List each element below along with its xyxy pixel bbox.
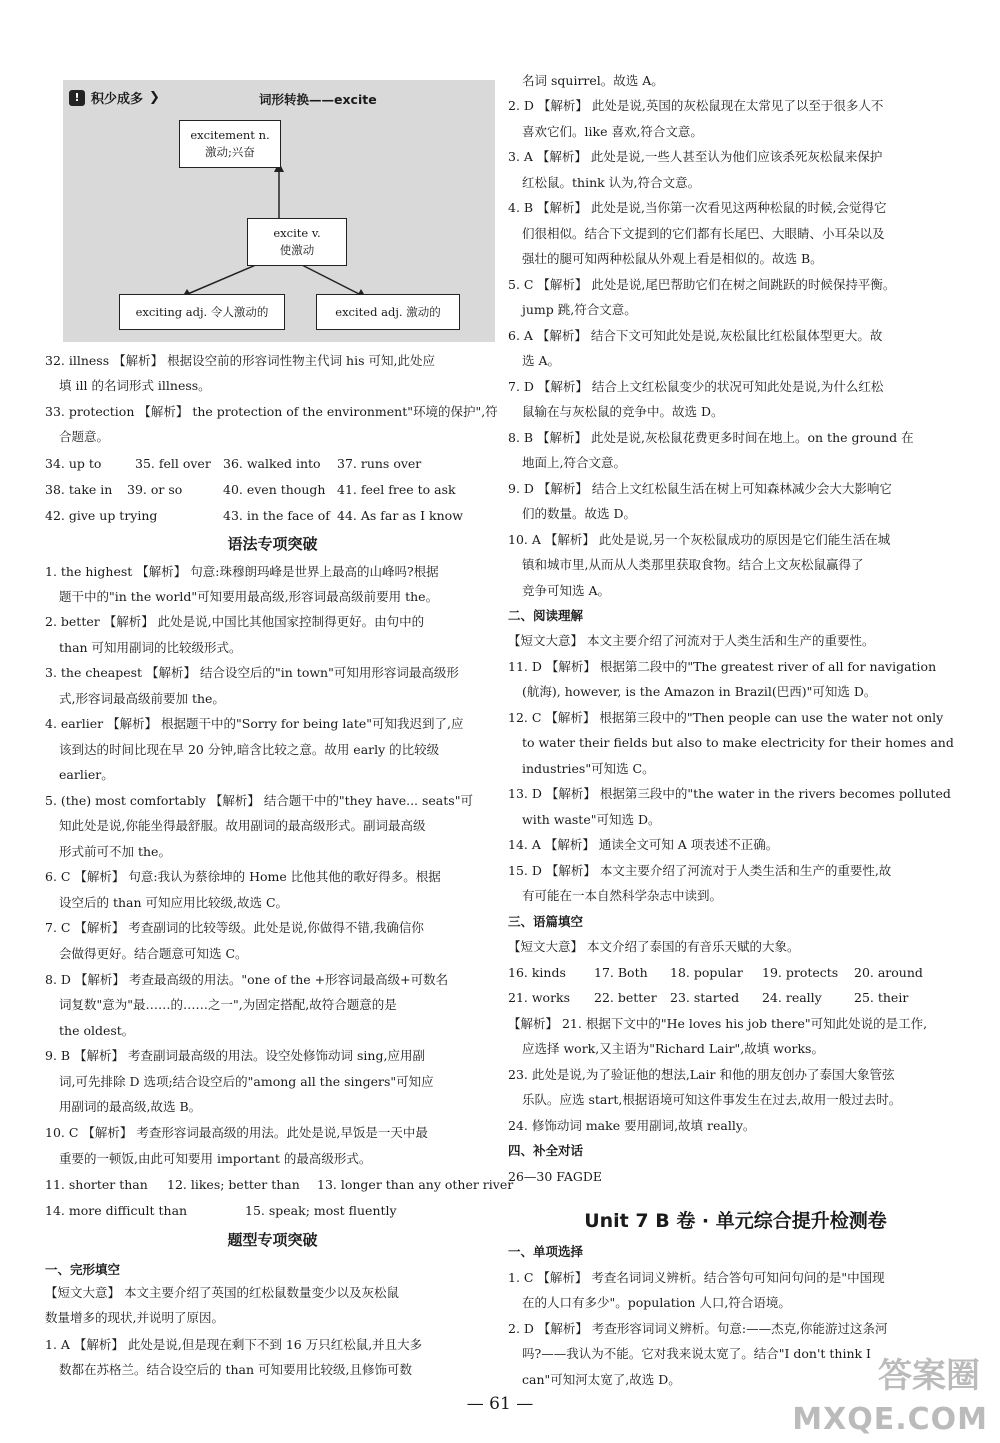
cloze-5-line2: jump 跳,符合文意。 [522,302,637,317]
answer-item: 23. started [670,990,740,1005]
unit-choice-1-line1: 1. C 【解析】 考查名词词义辨析。结合答句可知问句问的是"中国现 [508,1270,885,1285]
grammar-2-line2: than 可知用副词的比较级形式。 [59,640,242,655]
node-excited-text: excited adj. 激动的 [335,304,441,319]
grammar-9-line3: 用副词的最高级,故选 B。 [59,1099,202,1114]
cloze-6-line2: 选 A。 [522,353,561,368]
answer-item: 15. speak; most fluently [245,1203,397,1218]
cloze-2-line1: 2. D 【解析】 此处是说,英国的灰松鼠现在太常见了以至于很多人不 [508,98,884,113]
unit-choice-2-line3: can"可知河太宽了,故选 D。 [522,1372,681,1387]
answer-item: 34. up to [45,456,102,471]
grammar-2-line1: 2. better 【解析】 此处是说,中国比其他国家控制得更好。由句中的 [45,614,425,629]
grammar-3-line2: 式,形容词最高级前要加 the。 [59,691,225,706]
grammar-6-line2: 设空后的 than 可知应用比较级,故选 C。 [59,895,289,910]
cloze-2-line2: 喜欢它们。like 喜欢,符合文意。 [522,124,703,139]
word-form-box [63,80,495,342]
watermark-url: MXQE.COM [792,1402,988,1437]
grammar-8-line3: the oldest。 [59,1023,135,1038]
answer-item: 39. or so [127,482,183,497]
section-grammar-title: 语法专项突破 [227,535,318,553]
reading-13-line2: with waste"可知选 D。 [522,812,661,827]
chevron-right-icon: ❯ [149,90,160,105]
cloze-1-line1: 1. A 【解析】 此处是说,但是现在剩下不到 16 万只红松鼠,并且大多 [45,1337,423,1352]
cloze-heading: 一、完形填空 [45,1262,121,1277]
reading-heading: 二、阅读理解 [508,608,584,623]
answer-item: 36. walked into [223,456,321,471]
cloze-1-line3: 名词 squirrel。故选 A。 [522,73,664,88]
cloze-8-line2: 地面上,符合文意。 [522,455,626,470]
answer-item: 25. their [854,990,909,1005]
answer-item: 40. even though [223,482,326,497]
reading-13-line1: 13. D 【解析】 根据第三段中的"the water in the rivers becomes polluted [508,786,951,801]
single-choice-heading: 一、单项选择 [508,1244,584,1259]
node-excite [247,218,347,266]
unit-choice-2-line1: 2. D 【解析】 考查形容词词义辨析。句意:——杰克,你能游过这条河 [508,1321,888,1336]
cloze-3-line1: 3. A 【解析】 此处是说,一些人甚至认为他们应该杀死灰松鼠来保护 [508,149,883,164]
answer-item: 38. take in [45,482,113,497]
node-excite-meaning: 使激动 [279,243,315,257]
cloze-6-line1: 6. A 【解析】 结合下文可知此处是说,灰松鼠比红松鼠体型更大。故 [508,328,883,343]
answer-item: 17. Both [594,965,648,980]
page-number: — 61 — [466,1394,534,1414]
banner-label: 积少成多 [91,92,144,107]
watermark-logo: 答案圈 [878,1356,980,1396]
answer-item: 19. protects [762,965,839,980]
answer-33-line1: 33. protection 【解析】 the protection of the environment"环境的保护",符 [45,404,498,419]
cloze-9-line2: 们的数量。故选 D。 [522,506,636,521]
answer-item: 21. works [508,990,571,1005]
answer-item: 44. As far as I know [337,508,463,523]
reading-11-line1: 11. D 【解析】 根据第二段中的"The greatest river of all for navigation [508,659,937,674]
node-exciting-text: exciting adj. 令人激动的 [135,304,269,319]
grammar-9-line1: 9. B 【解析】 考查副词最高级的用法。设空处修饰动词 sing,应用副 [45,1048,425,1063]
grammar-8-line2: 词复数"意为"最……的……之一",为固定搭配,故符合题意的是 [59,997,397,1012]
answer-item: 16. kinds [508,965,566,980]
cloze-1-line2: 数都在苏格兰。结合设空后的 than 可知要用比较级,且修饰可数 [59,1362,412,1377]
node-excitement-word: excitement n. [190,128,270,142]
text-fill-23-line1: 23. 此处是说,为了验证他的想法,Lair 和他的朋友创办了泰国大象管弦 [508,1067,895,1082]
text-fill-23-line2: 乐队。应选 start,根据语境可知这件事发生在过去,故用一般过去时。 [522,1092,902,1107]
reading-12-line3: industries"可知选 C。 [522,761,655,776]
answer-item: 13. longer than any other river [317,1177,514,1192]
answer-item: 20. around [854,965,923,980]
answer-item: 41. feel free to ask [337,482,456,497]
text-fill-summary: 【短文大意】 本文介绍了泰国的有音乐天赋的大象。 [508,939,800,954]
grammar-8-line1: 8. D 【解析】 考查最高级的用法。"one of the +形容词最高级+可数名 [45,972,449,987]
grammar-7-line1: 7. C 【解析】 考查副词的比较等级。此处是说,你做得不错,我确信你 [45,920,424,935]
text-fill-24: 24. 修饰动词 make 要用副词,故填 really。 [508,1118,756,1133]
grammar-7-line2: 会做得更好。结合题意可知选 C。 [59,946,248,961]
grammar-1-line2: 题干中的"in the world"可知要用最高级,形容词最高级前要用 the。 [59,589,439,604]
cloze-10-line2: 镇和城市里,从而从人类那里获取食物。结合上文灰松鼠赢得了 [522,557,864,572]
node-excitement [179,120,281,168]
box-title: 词形转换——excite [259,92,377,107]
grammar-4-line3: earlier。 [59,767,114,782]
answer-item: 14. more difficult than [45,1203,188,1218]
cloze-5-line1: 5. C 【解析】 此处是说,尾巴帮助它们在树之间跳跃的时候保持平衡。 [508,277,896,292]
reading-14: 14. A 【解析】 通读全文可知 A 项表述不正确。 [508,837,779,852]
dialogue-heading: 四、补全对话 [508,1143,584,1158]
answer-32-line1: 32. illness 【解析】 根据设空前的形容词性物主代词 his 可知,此处应 [45,353,435,368]
answer-item: 12. likes; better than [167,1177,300,1192]
reading-15-line2: 有可能在一本自然科学杂志中读到。 [522,888,723,903]
grammar-6-line1: 6. C 【解析】 句意:我认为蔡徐坤的 Home 比他其他的歌好得多。根据 [45,869,441,884]
grammar-9-line2: 词,可先排除 D 选项;结合设空后的"among all the singers"可知应 [59,1074,434,1089]
node-exciting [119,294,285,330]
answer-item: 35. fell over [135,456,211,471]
text-fill-heading: 三、语篇填空 [508,914,584,929]
cloze-9-line1: 9. D 【解析】 结合上文红松鼠生活在树上可知森林减少会大大影响它 [508,481,892,496]
answer-item: 18. popular [670,965,743,980]
section-question-types-title: 题型专项突破 [227,1231,318,1249]
unit-title: Unit 7 B 卷 · 单元综合提升检测卷 [584,1210,887,1232]
grammar-3-line1: 3. the cheapest 【解析】 结合设空后的"in town"可知用形容词最高级形 [45,665,459,680]
cloze-summary-line1: 【短文大意】 本文主要介绍了英国的红松鼠数量变少以及灰松鼠 [45,1285,399,1300]
answer-item: 11. shorter than [45,1177,148,1192]
grammar-1-line1: 1. the highest 【解析】 句意:珠穆朗玛峰是世界上最高的山峰吗?根据 [45,564,439,579]
grammar-5-line1: 5. (the) most comfortably 【解析】 结合题干中的"they have... seats"可 [45,793,473,808]
reading-12-line2: to water their fields but also to make electricity for their homes and [522,735,954,750]
cloze-4-line2: 们很相似。结合下文提到的它们都有长尾巴、大眼睛、小耳朵以及 [522,226,885,241]
answer-item: 42. give up trying [45,508,158,523]
grammar-5-line2: 知此处是说,你能坐得最舒服。故用副词的最高级形式。副词最高级 [59,818,426,833]
grammar-4-line1: 4. earlier 【解析】 根据题干中的"Sorry for being late"可知我迟到了,应 [45,716,464,731]
text-fill-21-line2: 应选择 work,又主语为"Richard Lair",故填 works。 [522,1041,824,1056]
cloze-3-line2: 红松鼠。think 认为,符合文意。 [522,175,701,190]
answer-item: 37. runs over [337,456,422,471]
node-excited [316,294,460,330]
cloze-7-line2: 鼠输在与灰松鼠的竞争中。故选 D。 [522,404,724,419]
cloze-10-line3: 竞争可知选 A。 [522,583,611,598]
unit-choice-1-line2: 在的人口有多少"。population 人口,符合语境。 [522,1295,791,1310]
cloze-8-line1: 8. B 【解析】 此处是说,灰松鼠花费更多时间在地上。on the ground 在 [508,430,914,445]
cloze-4-line3: 强壮的腿可知两种松鼠从外观上看是相似的。故选 B。 [522,251,823,266]
cloze-summary-line2: 数量增多的现状,并说明了原因。 [45,1310,224,1325]
node-excitement-meaning: 激动;兴奋 [205,145,255,159]
grammar-10-line1: 10. C 【解析】 考查形容词最高级的用法。此处是说,早饭是一天中最 [45,1125,428,1140]
reading-12-line1: 12. C 【解析】 根据第三段中的"Then people can use the water not only [508,710,944,725]
cloze-4-line1: 4. B 【解析】 此处是说,当你第一次看见这两种松鼠的时候,会觉得它 [508,200,887,215]
cloze-7-line1: 7. D 【解析】 结合上文红松鼠变少的状况可知此处是说,为什么红松 [508,379,884,394]
grammar-5-line3: 形式前可不加 the。 [59,844,171,859]
reading-11-line2: (航海), however, is the Amazon in Brazil(巴西)"可知选 D。 [522,684,877,699]
dialogue-answers: 26—30 FAGDE [508,1169,603,1184]
answer-32-line2: 填 ill 的名词形式 illness。 [59,378,211,393]
node-excite-word: excite v. [273,226,321,240]
answer-33-line2: 合题意。 [59,429,110,444]
answer-item: 24. really [762,990,822,1005]
reading-15-line1: 15. D 【解析】 本文主要介绍了河流对于人类生活和生产的重要性,故 [508,863,892,878]
unit-choice-2-line2: 吗?——我认为不能。它对我来说太宽了。结合"I don't think I [522,1346,871,1361]
grammar-10-line2: 重要的一顿饭,由此可知要用 important 的最高级形式。 [59,1151,372,1166]
reading-summary: 【短文大意】 本文主要介绍了河流对于人类生活和生产的重要性。 [508,633,875,648]
cloze-10-line1: 10. A 【解析】 此处是说,另一个灰松鼠成功的原因是它们能生活在城 [508,532,891,547]
grammar-4-line2: 该到达的时间比现在早 20 分钟,暗含比较之意。故用 early 的比较级 [59,742,440,757]
answer-item: 43. in the face of [223,508,330,523]
text-fill-21-line1: 【解析】 21. 根据下文中的"He loves his job there"可知此处说的是工作, [508,1016,928,1031]
lightbulb-icon: ! [69,90,85,106]
answer-item: 22. better [594,990,657,1005]
